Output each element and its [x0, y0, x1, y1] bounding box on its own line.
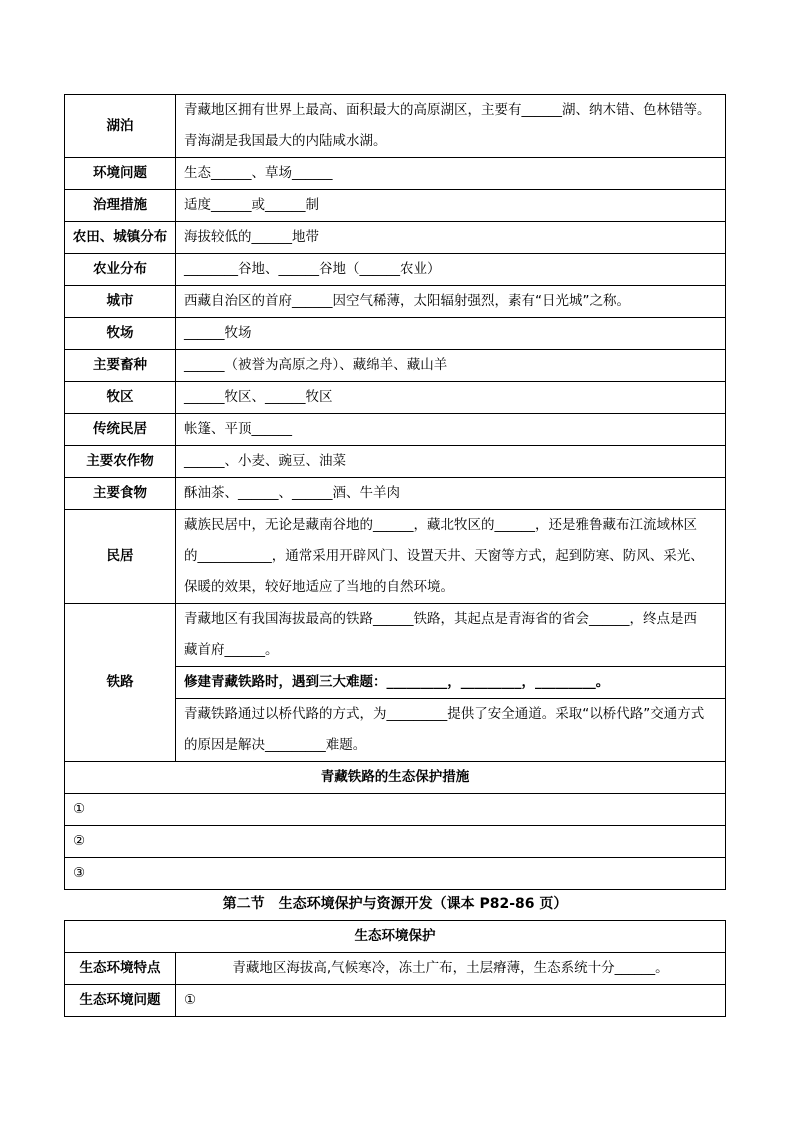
table-row [65, 985, 726, 1017]
table-row [65, 95, 726, 158]
row-value [176, 254, 726, 286]
row-label: 民居 [65, 510, 176, 604]
row-label: 生态环境问题 [65, 985, 176, 1017]
text-line: 的原因是解决_________难题。 [184, 737, 367, 753]
row-label: 主要农作物 [65, 446, 176, 478]
row-label: 湖泊 [65, 95, 176, 158]
row-label: 生态环境特点 [65, 953, 176, 985]
table-row [65, 318, 726, 350]
eco-protection-table [64, 920, 726, 1017]
text-line: ______（被誉为高原之舟）、藏绵羊、藏山羊 [184, 357, 448, 373]
row-label: 主要食物 [65, 478, 176, 510]
table-row [65, 510, 726, 604]
table-row [65, 254, 726, 286]
railway-part [176, 699, 726, 762]
table-row [65, 762, 726, 794]
text-line: 生态______、草场______ [184, 165, 333, 181]
row-value: 青藏地区海拔高,气候寒冷，冻土广布，土层瘠薄，生态系统十分______。 [176, 953, 726, 985]
row-value [176, 446, 726, 478]
row-value [176, 190, 726, 222]
row-value [176, 286, 726, 318]
table-row [65, 286, 726, 318]
table-row [65, 222, 726, 254]
row-value [176, 350, 726, 382]
row-value [176, 478, 726, 510]
row-label-railway: 铁路 [65, 604, 176, 762]
row-label: 农业分布 [65, 254, 176, 286]
table-row [65, 478, 726, 510]
row-label: 主要畜种 [65, 350, 176, 382]
text-line: 保暖的效果，较好地适应了当地的自然环境。 [184, 579, 454, 595]
row-label: 传统民居 [65, 414, 176, 446]
table-row [65, 414, 726, 446]
text-line: 修建青藏铁路时，遇到三大难题：_________，_________，_________。 [184, 674, 610, 690]
row-value [176, 222, 726, 254]
table-row [65, 953, 726, 985]
text-line: 帐篷、平顶______ [184, 421, 292, 437]
text-line: 藏族民居中，无论是藏南谷地的______，藏北牧区的______，还是雅鲁藏布江流域林区 [184, 517, 697, 533]
railway-part [176, 604, 726, 667]
section-title: 第二节 生态环境保护与资源开发（课本 P82-86 页） [222, 896, 568, 912]
row-label: 牧场 [65, 318, 176, 350]
row-value [176, 414, 726, 446]
row-value [176, 158, 726, 190]
railway-part [176, 667, 726, 699]
text-line: 藏首府______。 [184, 642, 279, 658]
table-row [65, 826, 726, 858]
table-row [65, 158, 726, 190]
row-value [176, 382, 726, 414]
text-line: ______牧区、______牧区 [184, 389, 333, 405]
row-value: ① [176, 985, 726, 1017]
eco-measure-item: ① [65, 794, 726, 826]
geography-table-1 [64, 94, 726, 890]
text-line: 青藏地区有我国海拔最高的铁路______铁路，其起点是青海省的省会______，终点是西 [184, 611, 697, 627]
text-line: ______、小麦、豌豆、油菜 [184, 453, 346, 469]
text-line: 西藏自治区的首府______因空气稀薄，太阳辐射强烈，素有“日光城”之称。 [184, 293, 630, 309]
text-line: 酥油茶、______、______酒、牛羊肉 [184, 485, 400, 501]
table-row [65, 446, 726, 478]
text-line: 青海湖是我国最大的内陆咸水湖。 [184, 133, 387, 149]
table-row [65, 382, 726, 414]
table-row [65, 190, 726, 222]
row-label: 牧区 [65, 382, 176, 414]
text-line: ________谷地、______谷地（______农业） [184, 261, 441, 277]
row-label: 城市 [65, 286, 176, 318]
text-line: 适度______或______制 [184, 197, 319, 213]
row-label: 农田、城镇分布 [65, 222, 176, 254]
table-row [65, 858, 726, 890]
text-line: 的___________，通常采用开辟风门、设置天井、天窗等方式，起到防寒、防风、采光、 [184, 548, 704, 564]
table-row [65, 794, 726, 826]
table-row [65, 350, 726, 382]
row-label: 治理措施 [65, 190, 176, 222]
eco-measure-item: ③ [65, 858, 726, 890]
table-header-row [65, 921, 726, 953]
eco-measure-item: ② [65, 826, 726, 858]
text-line: ______牧场 [184, 325, 252, 341]
text-line: 青藏铁路通过以桥代路的方式，为_________提供了安全通道。采取“以桥代路”交通方式 [184, 706, 705, 722]
row-value [176, 95, 726, 158]
text-line: 海拔较低的______地带 [184, 229, 319, 245]
table-row [65, 604, 726, 667]
row-value [176, 318, 726, 350]
eco-protection-header: 生态环境保护 [65, 921, 726, 953]
eco-measures-header: 青藏铁路的生态保护措施 [65, 762, 726, 794]
text-line: 青藏地区拥有世界上最高、面积最大的高原湖区，主要有______湖、纳木错、色林错等。 [184, 102, 711, 118]
row-value [176, 510, 726, 604]
row-label: 环境问题 [65, 158, 176, 190]
